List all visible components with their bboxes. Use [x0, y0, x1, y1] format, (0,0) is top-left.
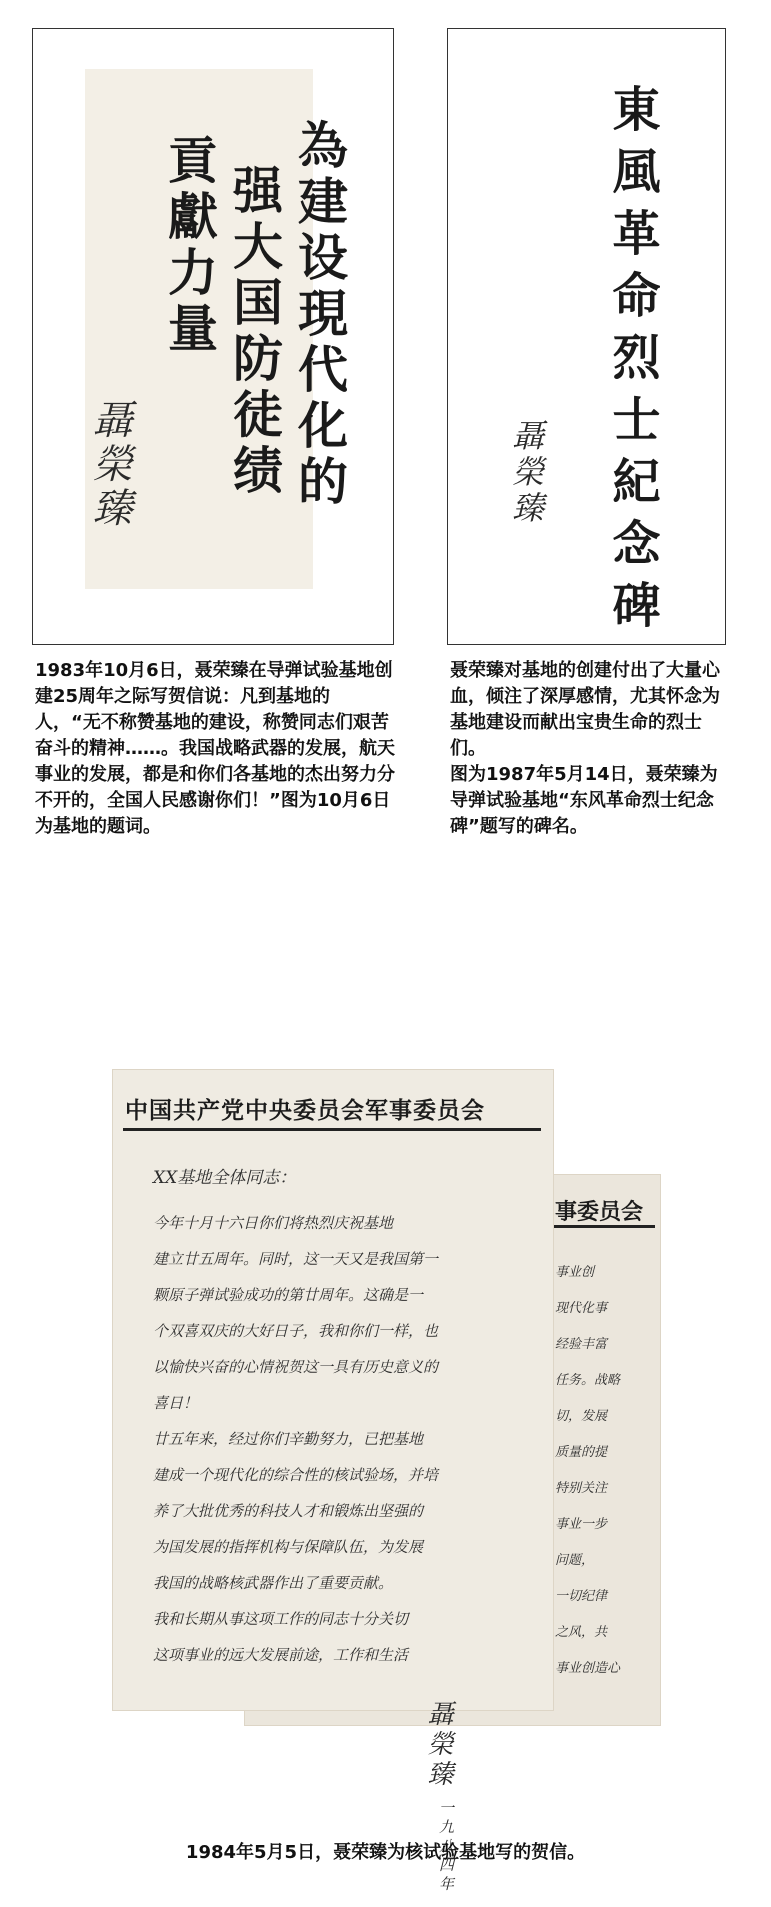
caption-left: 1983年10月6日，聂荣臻在导弹试验基地创建25周年之际写贺信说：凡到基地的人，“无不称赞基地的建设，称赞同志们艰苦奋斗的精神……。我国战略武器的发展，航天事业的发展，都是和你们各基地的杰出努力分不开的，全国人民感谢你们！”图为10月6日为基地的题词。 [35, 660, 395, 837]
handwritten-line: 之风，共 [555, 1625, 608, 1640]
handwritten-line: 事业创 [555, 1265, 595, 1280]
letterhead: 中国共产党中央委员会军事委员会 [125, 1097, 485, 1124]
handwritten-line: 廿五年来，经过你们辛勤努力，已把基地 [153, 1430, 424, 1448]
caption-right [450, 658, 735, 840]
handwritten-line: 一切纪律 [555, 1589, 608, 1604]
handwritten-line: 为国发展的指挥机构与保障队伍，为发展 [153, 1538, 424, 1556]
letterhead-back: 事委员会 [555, 1199, 644, 1225]
monument-inscription: 東風革命烈士紀念碑 [604, 84, 660, 642]
handwritten-line: 切，发展 [555, 1409, 608, 1424]
handwritten-line: 今年十月十六日你们将热烈庆祝基地 [153, 1214, 394, 1232]
caption-right-paragraph-2: 图为1987年5月14日，聂荣臻为导弹试验基地“东风革命烈士纪念碑”题写的碑名。 [450, 764, 718, 837]
handwritten-line: 这项事业的远大发展前途，工作和生活 [153, 1646, 409, 1664]
handwritten-line: 个双喜双庆的大好日子，我和你们一样，也 [153, 1322, 439, 1340]
inscription-frame-right [447, 28, 726, 645]
letter-salutation: XX基地全体同志： [153, 1168, 297, 1188]
letterhead-rule [123, 1128, 541, 1131]
handwritten-line: 现代化事 [555, 1301, 608, 1316]
letterhead-rule-back [545, 1225, 655, 1228]
handwritten-line: 经验丰富 [555, 1337, 608, 1352]
inscription-column-2: 强大国防徒绩 [225, 164, 284, 500]
handwritten-line: 养了大批优秀的科技人才和锻炼出坚强的 [153, 1502, 424, 1520]
handwritten-line: 以愉快兴奋的心情祝贺这一具有历史意义的 [153, 1358, 439, 1376]
signature-left: 聶榮臻 [86, 399, 132, 531]
caption-bottom: 1984年5月5日，聂荣臻为核试验基地写的贺信。 [185, 1842, 586, 1863]
inscription-column-3: 貢獻力量 [160, 134, 219, 358]
handwritten-line: 我国的战略核武器作出了重要贡献。 [153, 1574, 394, 1592]
handwritten-line: 质量的提 [555, 1445, 608, 1460]
handwritten-line: 事业一步 [555, 1517, 608, 1532]
handwritten-line: 喜日！ [153, 1394, 199, 1412]
letter-body [153, 1205, 523, 1673]
letter-signature-name: 聶榮臻 [423, 1700, 453, 1790]
signature-right: 聶榮臻 [507, 419, 545, 527]
letter-page-front [113, 1070, 553, 1710]
handwritten-line: 事业创造心 [555, 1661, 621, 1676]
handwritten-line: 建成一个现代化的综合性的核试验场，并培 [153, 1466, 439, 1484]
letter-back-text [555, 1255, 655, 1687]
handwritten-line: 问题， [555, 1553, 595, 1568]
handwritten-line: 建立廿五周年。同时，这一天又是我国第一 [153, 1250, 439, 1268]
inscription-frame-left [32, 28, 394, 645]
letter-date: 一九八四年 [437, 1800, 455, 1895]
handwritten-line: 特别关注 [555, 1481, 608, 1496]
inscription-column-1: 為建设現代化的 [290, 119, 349, 511]
caption-right-paragraph-1: 聂荣臻对基地的创建付出了大量心血，倾注了深厚感情，尤其怀念为基地建设而献出宝贵生命的烈士们。 [450, 660, 720, 759]
handwritten-line: 任务。战略 [555, 1373, 621, 1388]
handwritten-line: 颗原子弹试验成功的第廿周年。这确是一 [153, 1286, 424, 1304]
handwritten-line: 我和长期从事这项工作的同志十分关切 [153, 1610, 409, 1628]
